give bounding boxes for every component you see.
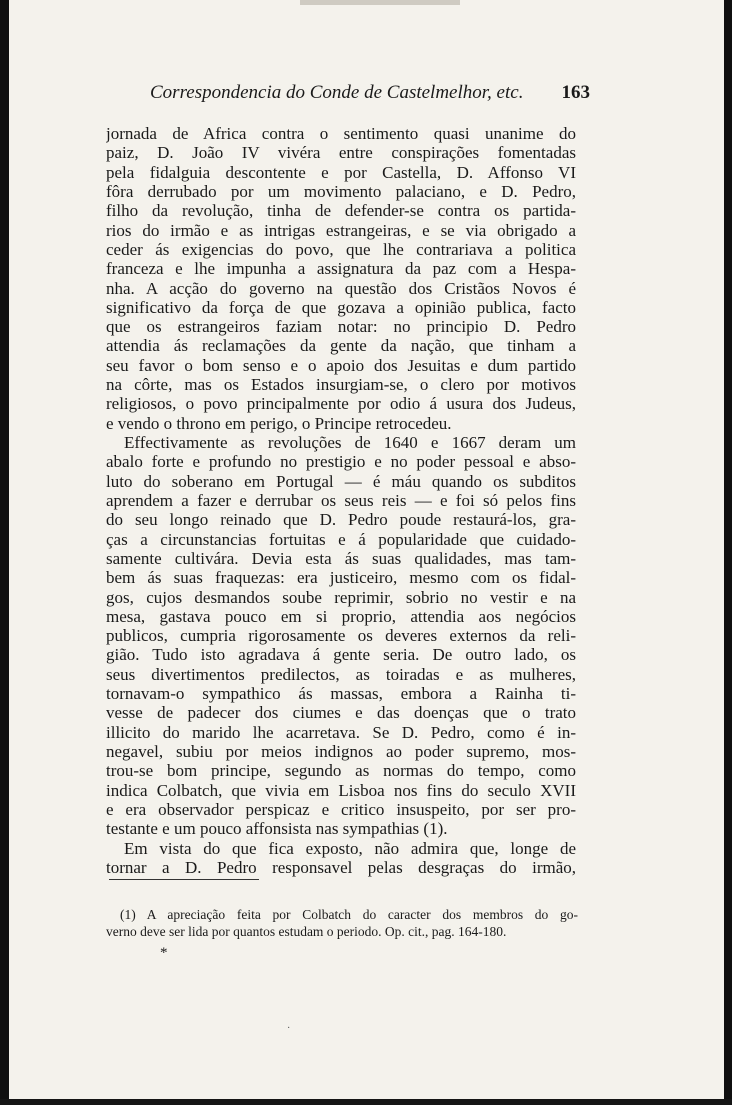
- running-header: [150, 82, 590, 112]
- body-line: gião. Tudo isto agradava á gente seria. De outro lado, os: [106, 645, 576, 665]
- running-title: Correspondencia do Conde de Castelmelhor, etc.: [150, 82, 524, 103]
- scan-edge-bottom: [0, 1099, 732, 1105]
- body-line: rios do irmão e as intrigas estrangeiras, e se via obrigado a: [106, 220, 576, 240]
- body-line: franceza e lhe impunha a assignatura da paz com a Hespa-: [106, 259, 576, 279]
- body-line: paiz, D. João IV vivéra entre conspirações fomentadas: [106, 143, 576, 163]
- body-line: que os estrangeiros faziam notar: no principio D. Pedro: [106, 317, 576, 337]
- scan-edge-right: [724, 0, 732, 1105]
- body-line: jornada de Africa contra o sentimento quasi unanime do: [106, 124, 576, 143]
- body-line: aprendem a fazer e derrubar os seus reis — e foi só pelos fins: [106, 490, 576, 510]
- body-line: tornar a D. Pedro responsavel pelas desgraças do irmão,: [106, 857, 576, 877]
- body-line: filho da revolução, tinha de defender-se contra os partida-: [106, 201, 576, 221]
- body-line: e vendo o throno em perigo, o Principe retrocedeu.: [106, 413, 452, 433]
- body-line: trou-se bom principe, segundo as normas do tempo, como: [106, 761, 576, 781]
- body-line: luto do soberano em Portugal — é máu quando os subditos: [106, 471, 576, 491]
- body-line: abalo forte e profundo no prestigio e no poder pessoal e abso-: [106, 452, 576, 472]
- body-line: indica Colbatch, que vivia em Lisboa nos fins do seculo XVII: [106, 780, 576, 800]
- body-line: ceder ás exigencias do povo, que lhe contrariava a politica: [106, 239, 576, 259]
- body-line: ças a circunstancias fortuitas e á popularidade que cuidado-: [106, 529, 576, 549]
- body-text: [106, 124, 576, 877]
- body-line: pela fidalguia descontente e por Castella, D. Affonso VI: [106, 162, 576, 182]
- scan-edge-left: [0, 0, 9, 1105]
- asterisk-mark: *: [160, 945, 168, 961]
- page-number: 163: [561, 82, 590, 103]
- body-line: vesse de padecer dos ciumes e das doenças que o trato: [106, 703, 576, 723]
- footnote-line: (1) A apreciação feita por Colbatch do caracter dos membros do go-: [120, 907, 578, 922]
- body-line: Effectivamente as revoluções de 1640 e 1667 deram um: [124, 433, 576, 452]
- body-line: illicito do marido lhe acarretava. Se D. Pedro, como é in-: [106, 722, 576, 742]
- body-line: fôra derrubado por um movimento palaciano, e D. Pedro,: [106, 181, 576, 201]
- footnote-divider: [109, 879, 259, 880]
- body-line: publicos, cumpria rigorosamente os deveres externos da reli-: [106, 626, 576, 646]
- body-line: testante e um pouco affonsista nas sympathias (1).: [106, 819, 448, 839]
- body-line: negavel, subiu por meios indignos ao poder supremo, mos-: [106, 742, 576, 761]
- body-line: e era observador perspicaz e critico insuspeito, por ser pro-: [106, 799, 576, 819]
- body-line: na côrte, mas os Estados insurgiam-se, o clero por motivos: [106, 375, 576, 395]
- body-line: mesa, gastava pouco em si proprio, attendia aos negócios: [106, 606, 576, 626]
- body-line: significativo da força de que gozava a opinião publica, facto: [106, 297, 576, 317]
- body-line: seu favor o bom senso e o apoio dos Jesuitas e dum partido: [106, 355, 576, 375]
- body-line: seus divertimentos predilectos, as toiradas e as mulheres,: [106, 664, 576, 684]
- body-line: religiosos, o povo principalmente por odio á usura dos Judeus,: [106, 394, 576, 414]
- body-line: attendia ás reclamações da gente da nação, que tinham a: [106, 336, 576, 356]
- body-line: tornavam-o sympathico ás massas, embora a Rainha ti-: [106, 684, 576, 704]
- body-line: nha. A acção do governo na questão dos Cristãos Novos é: [106, 278, 576, 298]
- body-line: bem ás suas fraquezas: era justiceiro, mesmo com os fidal-: [106, 568, 576, 588]
- footnotes: [106, 906, 578, 940]
- scan-top-noise: [300, 0, 460, 5]
- body-line: samente cultivára. Devia esta ás suas qualidades, mas tam-: [106, 548, 576, 568]
- footnote-line: verno deve ser lida por quantos estudam o periodo. Op. cit., pag. 164-180.: [106, 924, 507, 939]
- body-line: Em vista do que fica exposto, não admira que, longe de: [124, 838, 576, 858]
- body-line: do seu longo reinado que D. Pedro poude restaurá-los, gra-: [106, 510, 576, 530]
- stray-mark: ·: [287, 1023, 291, 1034]
- body-line: gos, cujos desmandos soube reprimir, sobrio no vestir e na: [106, 587, 576, 607]
